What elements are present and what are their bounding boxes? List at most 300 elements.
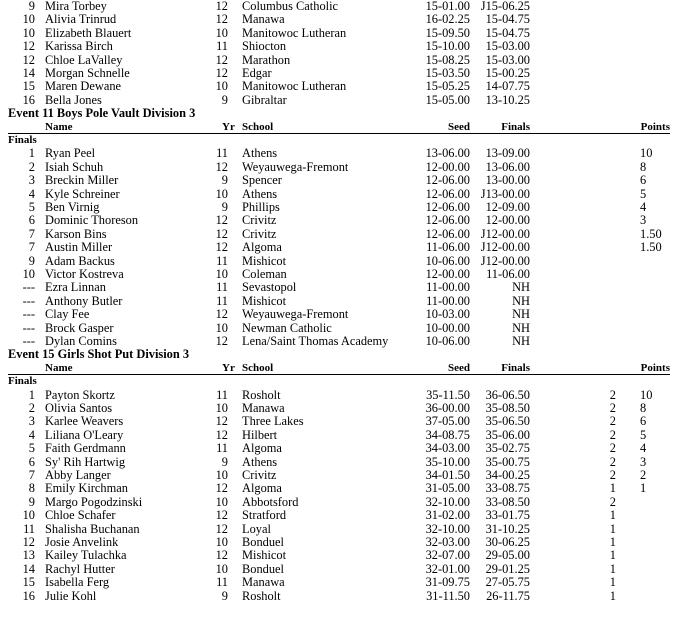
school-cell: Crivitz — [242, 226, 277, 241]
school-cell: Algoma — [242, 441, 282, 456]
finals-cell: 35-02.75 — [485, 441, 530, 456]
result-row — [0, 563, 679, 576]
school-cell: Stratford — [242, 508, 287, 523]
year-cell: 12 — [215, 334, 228, 348]
year-cell: 12 — [215, 427, 228, 442]
place-cell: 7 — [28, 240, 35, 255]
seed-cell: 31-05.00 — [425, 481, 470, 496]
school-cell: Manitowoc Lutheran — [242, 79, 347, 94]
school-cell: Columbus Catholic — [242, 0, 339, 13]
school-cell: Spencer — [242, 173, 282, 188]
points-cell: 2 — [640, 468, 647, 482]
points-cell: 4 — [640, 200, 647, 214]
points-cell: 5 — [640, 186, 647, 201]
school-cell: Manitowoc Lutheran — [242, 25, 347, 40]
athlete-name-cell: Elizabeth Blauert — [45, 25, 132, 40]
finals-cell: NH — [512, 280, 530, 295]
athlete-name-cell: Kailey Tulachka — [45, 548, 127, 563]
place-cell: 3 — [28, 173, 35, 188]
header-seed: Seed — [448, 120, 470, 133]
seed-cell: 32-01.00 — [425, 561, 470, 576]
year-cell: 12 — [215, 548, 228, 563]
finals-cell: 13-10.25 — [485, 92, 530, 107]
finals-cell: 33-08.75 — [485, 481, 530, 496]
year-cell: 9 — [221, 173, 228, 188]
year-cell: 9 — [221, 200, 228, 214]
result-row — [0, 335, 679, 348]
athlete-name-cell: Morgan Schnelle — [45, 66, 130, 80]
finals-cell: 27-05.75 — [485, 575, 530, 590]
points-cell: 6 — [640, 414, 647, 429]
seed-cell: 15-10.00 — [425, 39, 470, 54]
seed-cell: 15-03.50 — [425, 66, 470, 80]
header-finals: Finals — [501, 361, 530, 374]
place-cell: 5 — [28, 441, 35, 456]
year-cell: 10 — [215, 267, 228, 281]
result-row — [0, 147, 679, 160]
result-row — [0, 456, 679, 469]
finals-cell: 34-00.25 — [485, 468, 530, 482]
event15-title: Event 15 Girls Shot Put Division 3 — [8, 347, 190, 362]
result-row — [0, 590, 679, 603]
athlete-name-cell: Alivia Trinrud — [45, 12, 117, 27]
school-cell: Marathon — [242, 52, 291, 67]
year-cell: 12 — [215, 414, 228, 429]
seed-cell: 15-05.25 — [425, 79, 470, 94]
year-cell: 10 — [215, 320, 228, 335]
athlete-name-cell: Shalisha Buchanan — [45, 521, 140, 536]
school-cell: Three Lakes — [242, 414, 304, 429]
year-cell: 12 — [215, 0, 228, 13]
event-title-row — [0, 107, 679, 120]
athlete-name-cell: Josie Anvelink — [45, 535, 119, 549]
finals-cell: NH — [512, 334, 530, 348]
seed-cell: 12-06.00 — [425, 226, 470, 241]
year-cell: 12 — [215, 240, 228, 255]
school-cell: Athens — [242, 146, 278, 161]
heat-cell: 2 — [609, 387, 616, 402]
heat-cell: 2 — [609, 401, 616, 415]
seed-cell: 36-00.00 — [425, 401, 470, 415]
result-row — [0, 308, 679, 321]
seed-cell: 11-06.00 — [426, 240, 470, 255]
athlete-name-cell: Chloe LaValley — [45, 52, 123, 67]
place-cell: 11 — [23, 521, 35, 536]
place-cell: 6 — [28, 213, 35, 228]
seed-cell: 10-00.00 — [425, 320, 470, 335]
year-cell: 11 — [216, 280, 228, 295]
points-cell: 8 — [640, 401, 647, 415]
school-cell: Mishicot — [242, 548, 287, 563]
athlete-name-cell: Kyle Schreiner — [45, 186, 120, 201]
finals-cell: 30-06.25 — [485, 535, 530, 549]
athlete-name-cell: Julie Kohl — [45, 588, 97, 603]
result-row — [0, 496, 679, 509]
header-school: School — [242, 120, 274, 133]
seed-cell: 37-05.00 — [425, 414, 470, 429]
result-row — [0, 241, 679, 254]
result-row — [0, 174, 679, 187]
finals-cell: 13-06.00 — [485, 159, 530, 174]
athlete-name-cell: Brock Gasper — [45, 320, 114, 335]
athlete-name-cell: Karlee Weavers — [45, 414, 124, 429]
place-cell: --- — [22, 334, 35, 348]
place-cell: --- — [22, 320, 35, 335]
athlete-name-cell: Maren Dewane — [45, 79, 122, 94]
heat-cell: 2 — [609, 494, 616, 509]
year-cell: 12 — [215, 159, 228, 174]
finals-cell: NH — [512, 293, 530, 308]
athlete-name-cell: Mira Torbey — [45, 0, 107, 13]
seed-cell: 34-08.75 — [425, 427, 470, 442]
seed-cell: 12-06.00 — [425, 173, 470, 188]
seed-cell: 35-10.00 — [425, 454, 470, 469]
heat-cell: 1 — [609, 575, 616, 590]
school-cell: Athens — [242, 454, 278, 469]
finals-cell: 13-00.00 — [485, 173, 530, 188]
place-cell: --- — [22, 307, 35, 322]
section-label-row — [0, 134, 679, 147]
points-cell: 8 — [640, 159, 647, 174]
seed-cell: 31-09.75 — [425, 575, 470, 590]
year-cell: 10 — [215, 468, 228, 482]
seed-cell: 11-00.00 — [426, 293, 470, 308]
result-row — [0, 161, 679, 174]
school-cell: Crivitz — [242, 213, 277, 228]
place-cell: 9 — [28, 253, 35, 268]
finals-cell: 15-04.75 — [485, 12, 530, 27]
place-cell: 10 — [22, 25, 35, 40]
year-cell: 10 — [215, 494, 228, 509]
seed-cell: 12-00.00 — [425, 267, 470, 281]
header-points: Points — [640, 120, 670, 133]
finals-cell: 35-08.50 — [485, 401, 530, 415]
year-cell: 12 — [215, 307, 228, 322]
school-cell: Phillips — [242, 200, 280, 214]
year-cell: 10 — [215, 401, 228, 415]
seed-cell: 35-11.50 — [426, 387, 470, 402]
athlete-name-cell: Bella Jones — [45, 92, 102, 107]
finals-cell: 31-10.25 — [485, 521, 530, 536]
place-cell: 12 — [22, 535, 35, 549]
school-cell: Crivitz — [242, 468, 277, 482]
year-cell: 11 — [216, 39, 228, 54]
finals-cell: NH — [512, 307, 530, 322]
school-cell: Lena/Saint Thomas Academy — [242, 334, 389, 348]
place-cell: 4 — [28, 186, 35, 201]
place-cell: 10 — [22, 508, 35, 523]
school-cell: Newman Catholic — [242, 320, 332, 335]
school-cell: Sevastopol — [242, 280, 297, 295]
athlete-name-cell: Liliana O'Leary — [45, 427, 124, 442]
finals-cell: 11-06.00 — [486, 267, 530, 281]
finals-cell: 35-00.75 — [485, 454, 530, 469]
school-cell: Rosholt — [242, 387, 281, 402]
athlete-name-cell: Victor Kostreva — [45, 267, 124, 281]
athlete-name-cell: Austin Miller — [45, 240, 113, 255]
year-cell: 10 — [215, 186, 228, 201]
year-cell: 9 — [221, 588, 228, 603]
year-cell: 9 — [221, 454, 228, 469]
result-row — [0, 295, 679, 308]
seed-cell: 15-05.00 — [425, 92, 470, 107]
finals-cell: 33-08.50 — [485, 494, 530, 509]
result-row — [0, 13, 679, 26]
result-row — [0, 255, 679, 268]
school-cell: Hilbert — [242, 427, 278, 442]
year-cell: 12 — [215, 521, 228, 536]
points-cell: 4 — [640, 441, 647, 456]
seed-cell: 11-00.00 — [426, 280, 470, 295]
result-row — [0, 509, 679, 522]
result-row — [0, 281, 679, 294]
result-row — [0, 94, 679, 107]
school-cell: Coleman — [242, 267, 287, 281]
athlete-name-cell: Emily Kirchman — [45, 481, 128, 496]
school-cell: Bonduel — [242, 561, 284, 576]
place-cell: 14 — [22, 66, 35, 80]
finals-cell: 36-06.50 — [485, 387, 530, 402]
points-cell: 10 — [640, 387, 653, 402]
place-cell: 8 — [28, 481, 35, 496]
year-cell: 12 — [215, 52, 228, 67]
seed-cell: 12-06.00 — [425, 186, 470, 201]
finals-cell: NH — [512, 320, 530, 335]
year-cell: 11 — [216, 441, 228, 456]
place-cell: 2 — [28, 159, 35, 174]
school-cell: Athens — [242, 186, 278, 201]
seed-cell: 12-00.00 — [425, 159, 470, 174]
header-name: Name — [45, 120, 73, 133]
result-row — [0, 214, 679, 227]
place-cell: 10 — [22, 267, 35, 281]
section-label: Finals — [8, 375, 37, 388]
place-cell: 9 — [28, 0, 35, 13]
result-row — [0, 0, 679, 13]
place-cell: 2 — [28, 401, 35, 415]
seed-cell: 10-03.00 — [425, 307, 470, 322]
place-cell: 10 — [22, 12, 35, 27]
finals-cell: 15-03.00 — [485, 39, 530, 54]
event11-title: Event 11 Boys Pole Vault Division 3 — [8, 106, 196, 121]
school-cell: Weyauwega-Fremont — [242, 307, 349, 322]
year-cell: 12 — [215, 481, 228, 496]
heat-cell: 2 — [609, 468, 616, 482]
finals-cell: 13-09.00 — [485, 146, 530, 161]
result-row — [0, 228, 679, 241]
heat-cell: 1 — [609, 535, 616, 549]
seed-cell: 15-09.50 — [425, 25, 470, 40]
result-row — [0, 268, 679, 281]
result-row — [0, 549, 679, 562]
athlete-name-cell: Margo Pogodzinski — [45, 494, 143, 509]
seed-cell: 13-06.00 — [425, 146, 470, 161]
seed-cell: 32-10.00 — [425, 521, 470, 536]
result-row — [0, 389, 679, 402]
heat-cell: 1 — [609, 588, 616, 603]
result-row — [0, 469, 679, 482]
header-yr: Yr — [222, 361, 235, 374]
year-cell: 10 — [215, 535, 228, 549]
finals-cell: J12-00.00 — [480, 240, 530, 255]
place-cell: --- — [22, 293, 35, 308]
points-cell: 3 — [640, 213, 647, 228]
place-cell: 16 — [22, 588, 35, 603]
result-row — [0, 523, 679, 536]
finals-cell: 15-00.25 — [485, 66, 530, 80]
finals-cell: J13-00.00 — [480, 186, 530, 201]
finals-cell: J12-00.00 — [480, 226, 530, 241]
athlete-name-cell: Ezra Linnan — [45, 280, 106, 295]
points-cell: 3 — [640, 454, 647, 469]
finals-cell: 29-01.25 — [485, 561, 530, 576]
seed-cell: 32-10.00 — [425, 494, 470, 509]
place-cell: 16 — [22, 92, 35, 107]
athlete-name-cell: Ryan Peel — [45, 146, 96, 161]
year-cell: 10 — [215, 25, 228, 40]
athlete-name-cell: Dylan Comins — [45, 334, 117, 348]
heat-cell: 2 — [609, 454, 616, 469]
seed-cell: 10-06.00 — [425, 253, 470, 268]
finals-cell: 35-06.50 — [485, 414, 530, 429]
athlete-name-cell: Abby Langer — [45, 468, 111, 482]
seed-cell: 12-06.00 — [425, 213, 470, 228]
school-cell: Bonduel — [242, 535, 284, 549]
school-cell: Mishicot — [242, 293, 287, 308]
finals-cell: 15-04.75 — [485, 25, 530, 40]
school-cell: Weyauwega-Fremont — [242, 159, 349, 174]
athlete-name-cell: Isiah Schuh — [45, 159, 104, 174]
place-cell: 7 — [28, 468, 35, 482]
athlete-name-cell: Sy' Rih Hartwig — [45, 454, 126, 469]
finals-cell: 29-05.00 — [485, 548, 530, 563]
athlete-name-cell: Rachyl Hutter — [45, 561, 115, 576]
result-row — [0, 415, 679, 428]
place-cell: 14 — [22, 561, 35, 576]
finals-cell: 15-03.00 — [485, 52, 530, 67]
points-cell: 10 — [640, 146, 653, 161]
header-seed: Seed — [448, 361, 470, 374]
place-cell: 5 — [28, 200, 35, 214]
seed-cell: 31-02.00 — [425, 508, 470, 523]
place-cell: 13 — [22, 548, 35, 563]
athlete-name-cell: Adam Backus — [45, 253, 115, 268]
place-cell: 3 — [28, 414, 35, 429]
school-cell: Algoma — [242, 481, 282, 496]
heat-cell: 1 — [609, 481, 616, 496]
place-cell: --- — [22, 280, 35, 295]
result-row — [0, 322, 679, 335]
finals-cell: J12-00.00 — [480, 253, 530, 268]
year-cell: 11 — [216, 293, 228, 308]
seed-cell: 12-06.00 — [425, 200, 470, 214]
athlete-name-cell: Clay Fee — [45, 307, 90, 322]
seed-cell: 15-01.00 — [425, 0, 470, 13]
school-cell: Manawa — [242, 12, 285, 27]
athlete-name-cell: Dominic Thoreson — [45, 213, 139, 228]
result-row — [0, 402, 679, 415]
place-cell: 12 — [22, 52, 35, 67]
points-cell: 1.50 — [640, 240, 662, 255]
result-row — [0, 442, 679, 455]
school-cell: Shiocton — [242, 39, 287, 54]
school-cell: Algoma — [242, 240, 282, 255]
result-row — [0, 67, 679, 80]
athlete-name-cell: Anthony Butler — [45, 293, 123, 308]
event-title-row — [0, 348, 679, 361]
result-row — [0, 536, 679, 549]
heat-cell: 1 — [609, 521, 616, 536]
year-cell: 12 — [215, 226, 228, 241]
heat-cell: 2 — [609, 414, 616, 429]
athlete-name-cell: Isabella Ferg — [45, 575, 110, 590]
seed-cell: 31-11.50 — [426, 588, 470, 603]
school-cell: Edgar — [242, 66, 272, 80]
seed-cell: 34-01.50 — [425, 468, 470, 482]
points-cell: 6 — [640, 173, 647, 188]
school-cell: Abbotsford — [242, 494, 299, 509]
result-row — [0, 40, 679, 53]
athlete-name-cell: Chloe Schafer — [45, 508, 116, 523]
heat-cell: 1 — [609, 548, 616, 563]
header-name: Name — [45, 361, 73, 374]
result-row — [0, 429, 679, 442]
athlete-name-cell: Faith Gerdmann — [45, 441, 126, 456]
seed-cell: 10-06.00 — [425, 334, 470, 348]
header-school: School — [242, 361, 274, 374]
heat-cell: 1 — [609, 561, 616, 576]
athlete-name-cell: Karson Bins — [45, 226, 107, 241]
header-points: Points — [640, 361, 670, 374]
seed-cell: 34-03.00 — [425, 441, 470, 456]
seed-cell: 15-08.25 — [425, 52, 470, 67]
place-cell: 15 — [22, 575, 35, 590]
year-cell: 12 — [215, 213, 228, 228]
year-cell: 11 — [216, 146, 228, 161]
finals-cell: 12-09.00 — [485, 200, 530, 214]
seed-cell: 32-07.00 — [425, 548, 470, 563]
result-row — [0, 80, 679, 93]
seed-cell: 16-02.25 — [425, 12, 470, 27]
finals-cell: 12-00.00 — [485, 213, 530, 228]
school-cell: Rosholt — [242, 588, 281, 603]
result-row — [0, 188, 679, 201]
result-row — [0, 482, 679, 495]
header-yr: Yr — [222, 120, 235, 133]
year-cell: 9 — [221, 92, 228, 107]
finals-cell: 26-11.75 — [486, 588, 530, 603]
athlete-name-cell: Breckin Miller — [45, 173, 119, 188]
place-cell: 1 — [28, 387, 35, 402]
points-cell: 1.50 — [640, 226, 662, 241]
points-cell: 1 — [640, 481, 647, 496]
result-row — [0, 201, 679, 214]
school-cell: Gibraltar — [242, 92, 287, 107]
result-row — [0, 27, 679, 40]
year-cell: 11 — [216, 253, 228, 268]
place-cell: 6 — [28, 454, 35, 469]
year-cell: 12 — [215, 12, 228, 27]
place-cell: 15 — [22, 79, 35, 94]
athlete-name-cell: Payton Skortz — [45, 387, 115, 402]
finals-cell: 33-01.75 — [485, 508, 530, 523]
place-cell: 4 — [28, 427, 35, 442]
points-cell: 5 — [640, 427, 647, 442]
section-label: Finals — [8, 134, 37, 146]
finals-cell: 14-07.75 — [485, 79, 530, 94]
place-cell: 12 — [22, 39, 35, 54]
result-row — [0, 54, 679, 67]
